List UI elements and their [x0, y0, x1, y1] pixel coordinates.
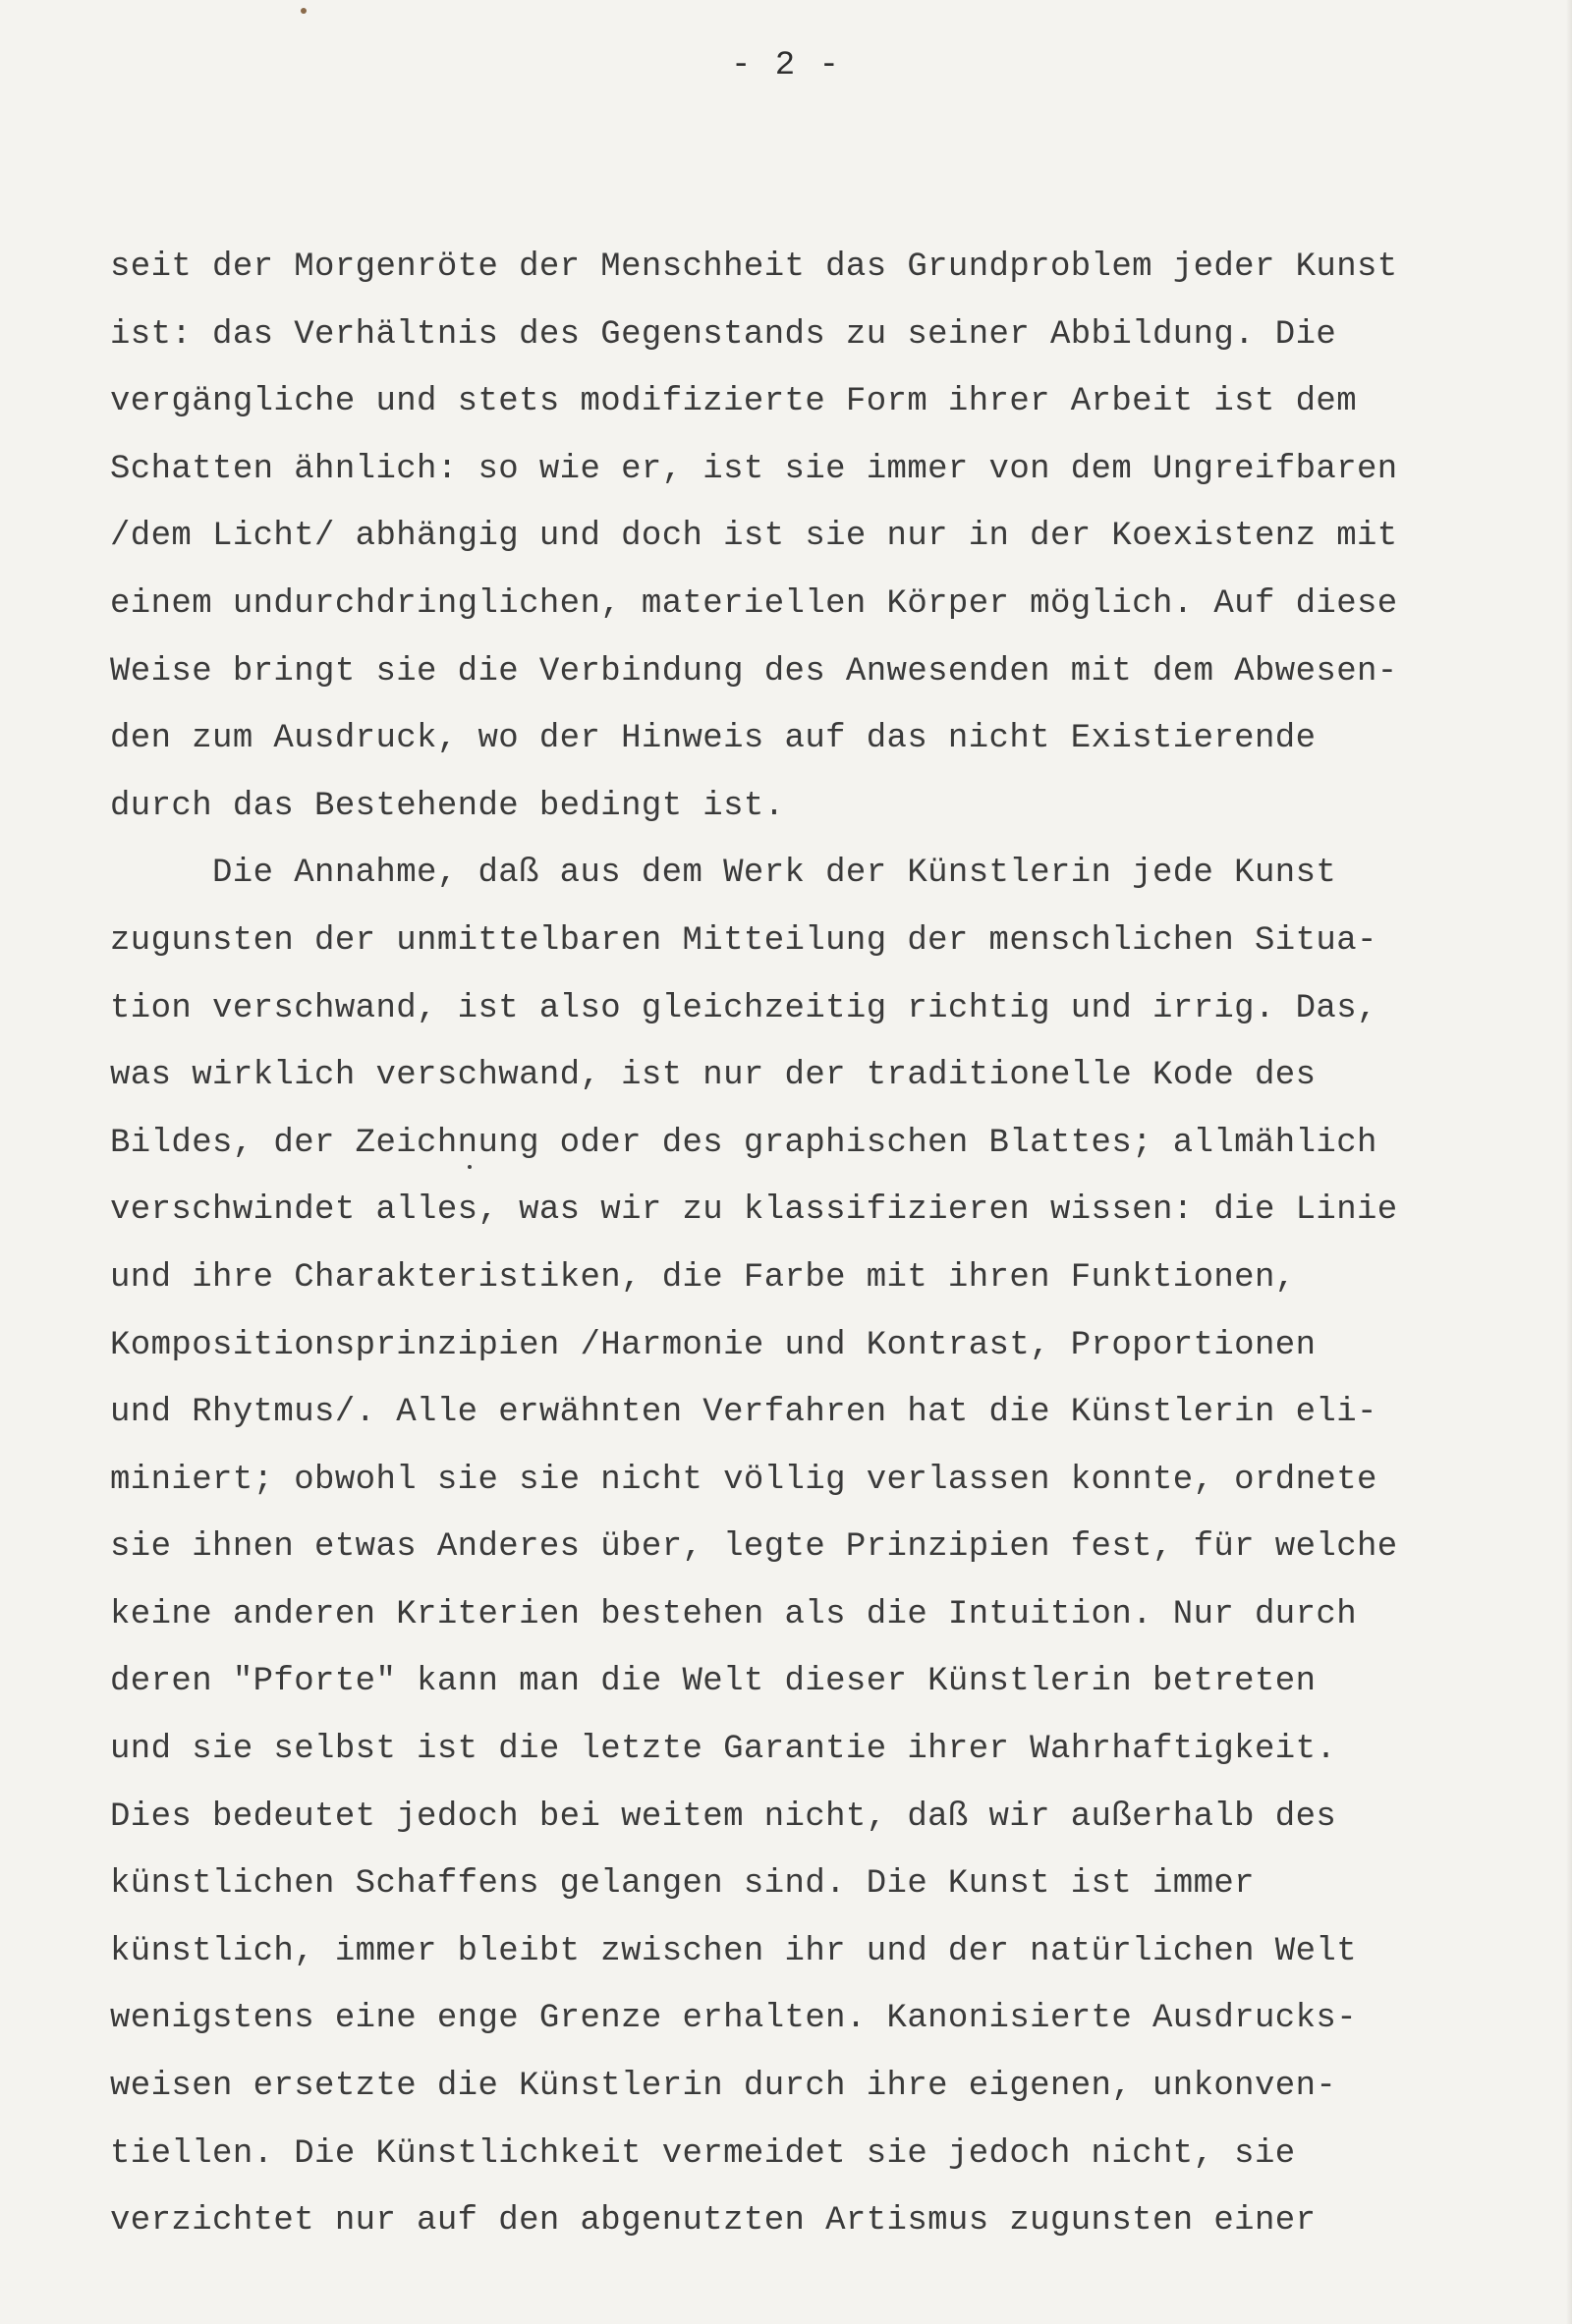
text-line: Die Annahme, daß aus dem Werk der Künstlerin jede Kunst	[212, 855, 1337, 893]
page-edge-shadow	[1566, 0, 1572, 2324]
text-line: ist: das Verhältnis des Gegenstands zu seiner Abbildung. Die	[110, 315, 1337, 354]
text-line: deren "Pforte" kann man die Welt dieser Künstlerin betreten	[110, 1663, 1317, 1701]
text-line: tiellen. Die Künstlichkeit vermeidet sie jedoch nicht, sie	[110, 2134, 1296, 2173]
text-line: und sie selbst ist die letzte Garantie ihrer Wahrhaftigkeit.	[110, 1731, 1337, 1769]
paragraph-2	[110, 840, 1427, 2254]
text-line: zugunsten der unmittelbaren Mitteilung der menschlichen Situa-	[110, 921, 1377, 960]
body-text	[110, 234, 1427, 2255]
text-line: Schatten ähnlich: so wie er, ist sie immer von dem Ungreifbaren	[110, 450, 1398, 488]
text-line: und Rhytmus/. Alle erwähnten Verfahren hat die Künstlerin eli-	[110, 1394, 1377, 1432]
text-line: und ihre Charakteristiken, die Farbe mit ihren Funktionen,	[110, 1258, 1296, 1297]
text-line: Weise bringt sie die Verbindung des Anwesenden mit dem Abwesen-	[110, 652, 1398, 691]
text-line: künstlich, immer bleibt zwischen ihr und der natürlichen Welt	[110, 1932, 1358, 1970]
page-number: - 2 -	[730, 47, 842, 84]
text-line: künstlichen Schaffens gelangen sind. Die Kunst ist immer	[110, 1865, 1255, 1904]
text-line: vergängliche und stets modifizierte Form ihrer Arbeit ist dem	[110, 383, 1358, 421]
text-line: Kompositionsprinzipien /Harmonie und Kontrast, Proportionen	[110, 1326, 1317, 1364]
paragraph-1	[110, 234, 1427, 840]
paper-speck	[301, 8, 307, 14]
text-line: verzichtet nur auf den abgenutzten Artismus zugunsten einer	[110, 2202, 1317, 2241]
text-line: wenigstens eine enge Grenze erhalten. Kanonisierte Ausdrucks-	[110, 2000, 1358, 2038]
text-line: /dem Licht/ abhängig und doch ist sie nur in der Koexistenz mit	[110, 518, 1398, 556]
text-line: tion verschwand, ist also gleichzeitig richtig und irrig. Das,	[110, 989, 1377, 1027]
text-line: seit der Morgenröte der Menschheit das Grundproblem jeder Kunst	[110, 249, 1398, 286]
text-line: durch das Bestehende bedingt ist.	[110, 787, 785, 825]
text-line: Bildes, der Zeichnung oder des graphischen Blattes; allmählich	[110, 1124, 1377, 1162]
text-line: weisen ersetzte die Künstlerin durch ihre eigenen, unkonven-	[110, 2068, 1337, 2106]
text-line: einem undurchdringlichen, materiellen Körper möglich. Auf diese	[110, 584, 1398, 623]
text-line: sie ihnen etwas Anderes über, legte Prinzipien fest, für welche	[110, 1528, 1398, 1567]
text-line: verschwindet alles, was wir zu klassifizieren wissen: die Linie	[110, 1191, 1398, 1230]
text-line: Dies bedeutet jedoch bei weitem nicht, daß wir außerhalb des	[110, 1798, 1337, 1836]
text-line: was wirklich verschwand, ist nur der traditionelle Kode des	[110, 1057, 1317, 1095]
text-line: miniert; obwohl sie sie nicht völlig verlassen konnte, ordnete	[110, 1461, 1377, 1499]
text-line: den zum Ausdruck, wo der Hinweis auf das nicht Existierende	[110, 720, 1317, 758]
text-line: keine anderen Kriterien bestehen als die Intuition. Nur durch	[110, 1595, 1358, 1633]
